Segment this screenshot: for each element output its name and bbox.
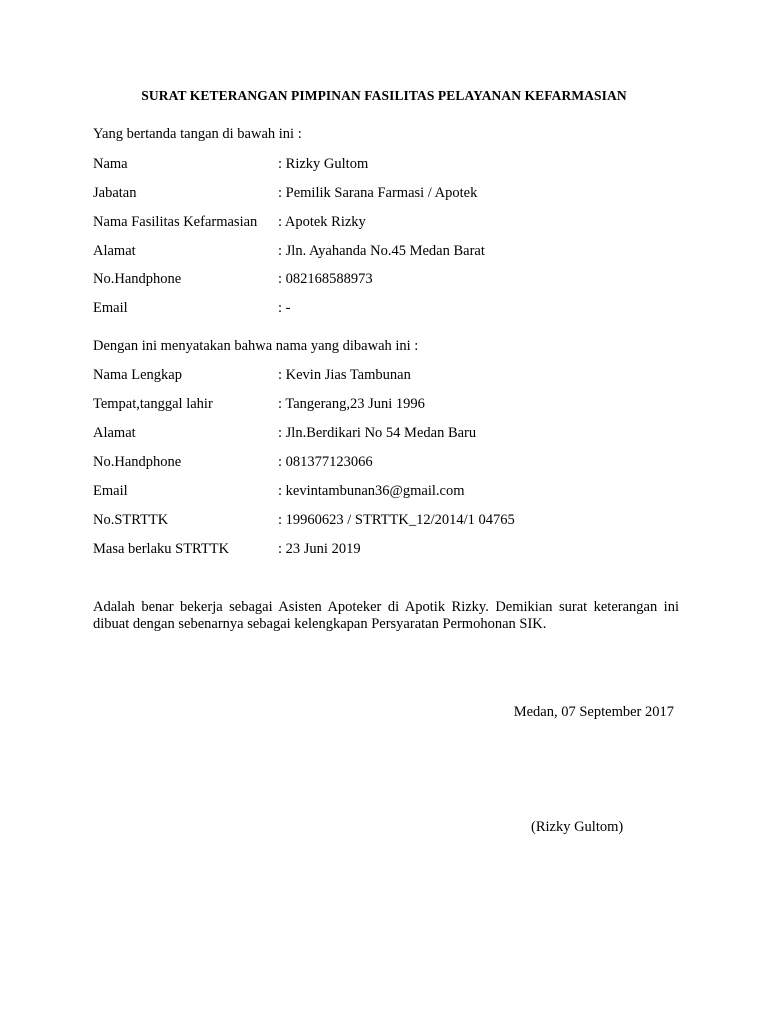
intro-signer: Yang bertanda tangan di bawah ini : bbox=[93, 126, 302, 142]
subject-field-row bbox=[93, 396, 683, 414]
field-value: : Rizky Gultom bbox=[278, 156, 369, 172]
field-value: : Jln.Berdikari No 54 Medan Baru bbox=[278, 425, 477, 441]
subject-field-row bbox=[93, 367, 683, 385]
field-value: : 23 Juni 2019 bbox=[278, 541, 361, 557]
field-label: Masa berlaku STRTTK bbox=[93, 541, 230, 557]
field-value: : 082168588973 bbox=[278, 271, 373, 287]
subject-field-row bbox=[93, 425, 683, 443]
field-label: Nama Lengkap bbox=[93, 367, 182, 383]
field-label: Email bbox=[93, 483, 128, 499]
signer-field-row bbox=[93, 271, 683, 289]
field-label: No.STRTTK bbox=[93, 512, 169, 528]
signer-name: (Rizky Gultom) bbox=[531, 819, 624, 835]
field-label: Tempat,tanggal lahir bbox=[93, 396, 213, 412]
field-value: : - bbox=[278, 300, 291, 316]
signer-field-row bbox=[93, 185, 683, 203]
field-value: : Tangerang,23 Juni 1996 bbox=[278, 396, 425, 412]
field-value: : Jln. Ayahanda No.45 Medan Barat bbox=[278, 243, 485, 259]
field-value: : kevintambunan36@gmail.com bbox=[278, 483, 465, 499]
signer-field-row bbox=[93, 214, 683, 232]
letter-date: Medan, 07 September 2017 bbox=[513, 704, 674, 720]
field-value: : Apotek Rizky bbox=[278, 214, 366, 230]
subject-field-row bbox=[93, 541, 683, 559]
closing-paragraph: Adalah benar bekerja sebagai Asisten Apoteker di Apotik Rizky. Demikian surat keterangan ini dibuat dengan sebenarnya sebagai kelengkapan Persyaratan Permohonan SIK. bbox=[93, 599, 679, 632]
signer-field-row bbox=[93, 300, 683, 318]
signer-field-row bbox=[93, 243, 683, 261]
field-label: Nama Fasilitas Kefarmasian bbox=[93, 214, 258, 230]
intro-subject: Dengan ini menyatakan bahwa nama yang dibawah ini : bbox=[93, 338, 419, 354]
field-label: No.Handphone bbox=[93, 271, 182, 287]
field-label: No.Handphone bbox=[93, 454, 182, 470]
subject-field-row bbox=[93, 454, 683, 472]
subject-field-row bbox=[93, 483, 683, 501]
field-value: : Kevin Jias Tambunan bbox=[278, 367, 411, 383]
letter-title: SURAT KETERANGAN PIMPINAN FASILITAS PELAYANAN KEFARMASIAN bbox=[141, 88, 627, 103]
field-value: : 19960623 / STRTTK_12/2014/1 04765 bbox=[278, 512, 515, 528]
field-label: Email bbox=[93, 300, 128, 316]
field-label: Nama bbox=[93, 156, 128, 172]
field-value: : Pemilik Sarana Farmasi / Apotek bbox=[278, 185, 478, 201]
field-label: Alamat bbox=[93, 243, 136, 259]
signer-field-row bbox=[93, 156, 683, 174]
field-label: Alamat bbox=[93, 425, 136, 441]
field-label: Jabatan bbox=[93, 185, 137, 201]
subject-field-row bbox=[93, 512, 683, 530]
field-value: : 081377123066 bbox=[278, 454, 373, 470]
